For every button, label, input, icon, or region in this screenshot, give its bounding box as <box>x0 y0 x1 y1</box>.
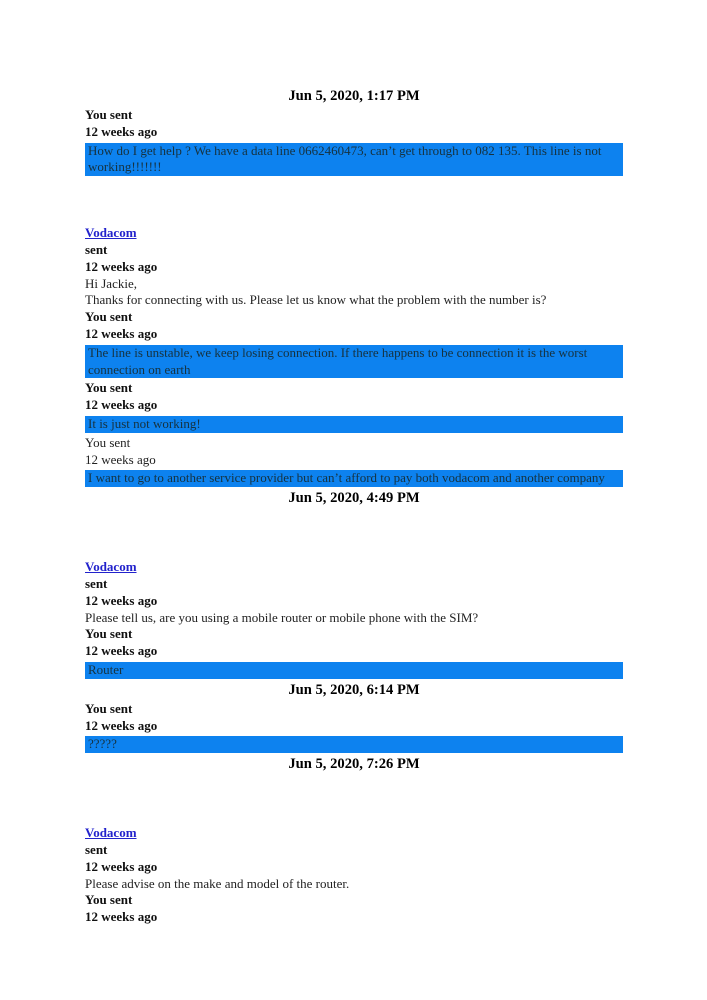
message-age: 12 weeks ago <box>85 397 158 413</box>
agent-message: Please tell us, are you using a mobile router or mobile phone with the SIM? <box>85 609 479 625</box>
timestamp-header: Jun 5, 2020, 6:14 PM <box>288 681 420 698</box>
message-age: 12 weeks ago <box>85 592 158 608</box>
sender-status: sent <box>85 841 108 857</box>
sender-status: You sent <box>85 626 133 642</box>
sender-link-row <box>85 225 623 242</box>
user-message-highlighted: It is just not working! <box>85 416 623 433</box>
sender-status: You sent <box>85 434 131 450</box>
timestamp-header: Jun 5, 2020, 4:49 PM <box>288 490 420 507</box>
message-age: 12 weeks ago <box>85 258 158 274</box>
message-age: 12 weeks ago <box>85 717 158 733</box>
agent-message: Please advise on the make and model of the router. <box>85 875 350 891</box>
sender-status: You sent <box>85 107 133 122</box>
sender-link-row <box>85 825 623 842</box>
conversation-content <box>85 86 623 926</box>
vodacom-link[interactable]: Vodacom <box>85 825 137 841</box>
sender-status: You sent <box>85 380 133 396</box>
agent-message: Thanks for connecting with us. Please let us know what the problem with the number is? <box>85 292 547 308</box>
sender-status: sent <box>85 575 108 591</box>
message-age: 12 weeks ago <box>85 451 156 467</box>
message-age: 12 weeks ago <box>85 643 158 659</box>
vodacom-link[interactable]: Vodacom <box>85 225 137 241</box>
user-message-highlighted: Router <box>85 662 623 679</box>
timestamp-header: Jun 5, 2020, 1:17 PM <box>288 88 420 104</box>
sender-status: You sent <box>85 309 133 325</box>
message-age: 12 weeks ago <box>85 858 158 874</box>
vodacom-link[interactable]: Vodacom <box>85 559 137 575</box>
user-message-highlighted: The line is unstable, we keep losing connection. If there happens to be connection it is the worst connection on earth <box>85 345 623 379</box>
user-message-highlighted: How do I get help ? We have a data line 0662460473, can’t get through to 082 135. This line is not working!!!!!!! <box>85 143 623 177</box>
timestamp-header: Jun 5, 2020, 7:26 PM <box>288 756 420 773</box>
user-message-highlighted: I want to go to another service provider but can’t afford to pay both vodacom and another company <box>85 470 623 487</box>
sender-status: You sent <box>85 700 133 716</box>
sender-link-row <box>85 559 623 576</box>
sender-status: sent <box>85 241 108 257</box>
agent-message: Hi Jackie, <box>85 275 137 291</box>
message-age: 12 weeks ago <box>85 123 158 139</box>
message-age: 12 weeks ago <box>85 325 158 341</box>
user-message-highlighted: ????? <box>85 736 623 753</box>
sender-status: You sent <box>85 892 133 908</box>
message-age: 12 weeks ago <box>85 909 158 925</box>
